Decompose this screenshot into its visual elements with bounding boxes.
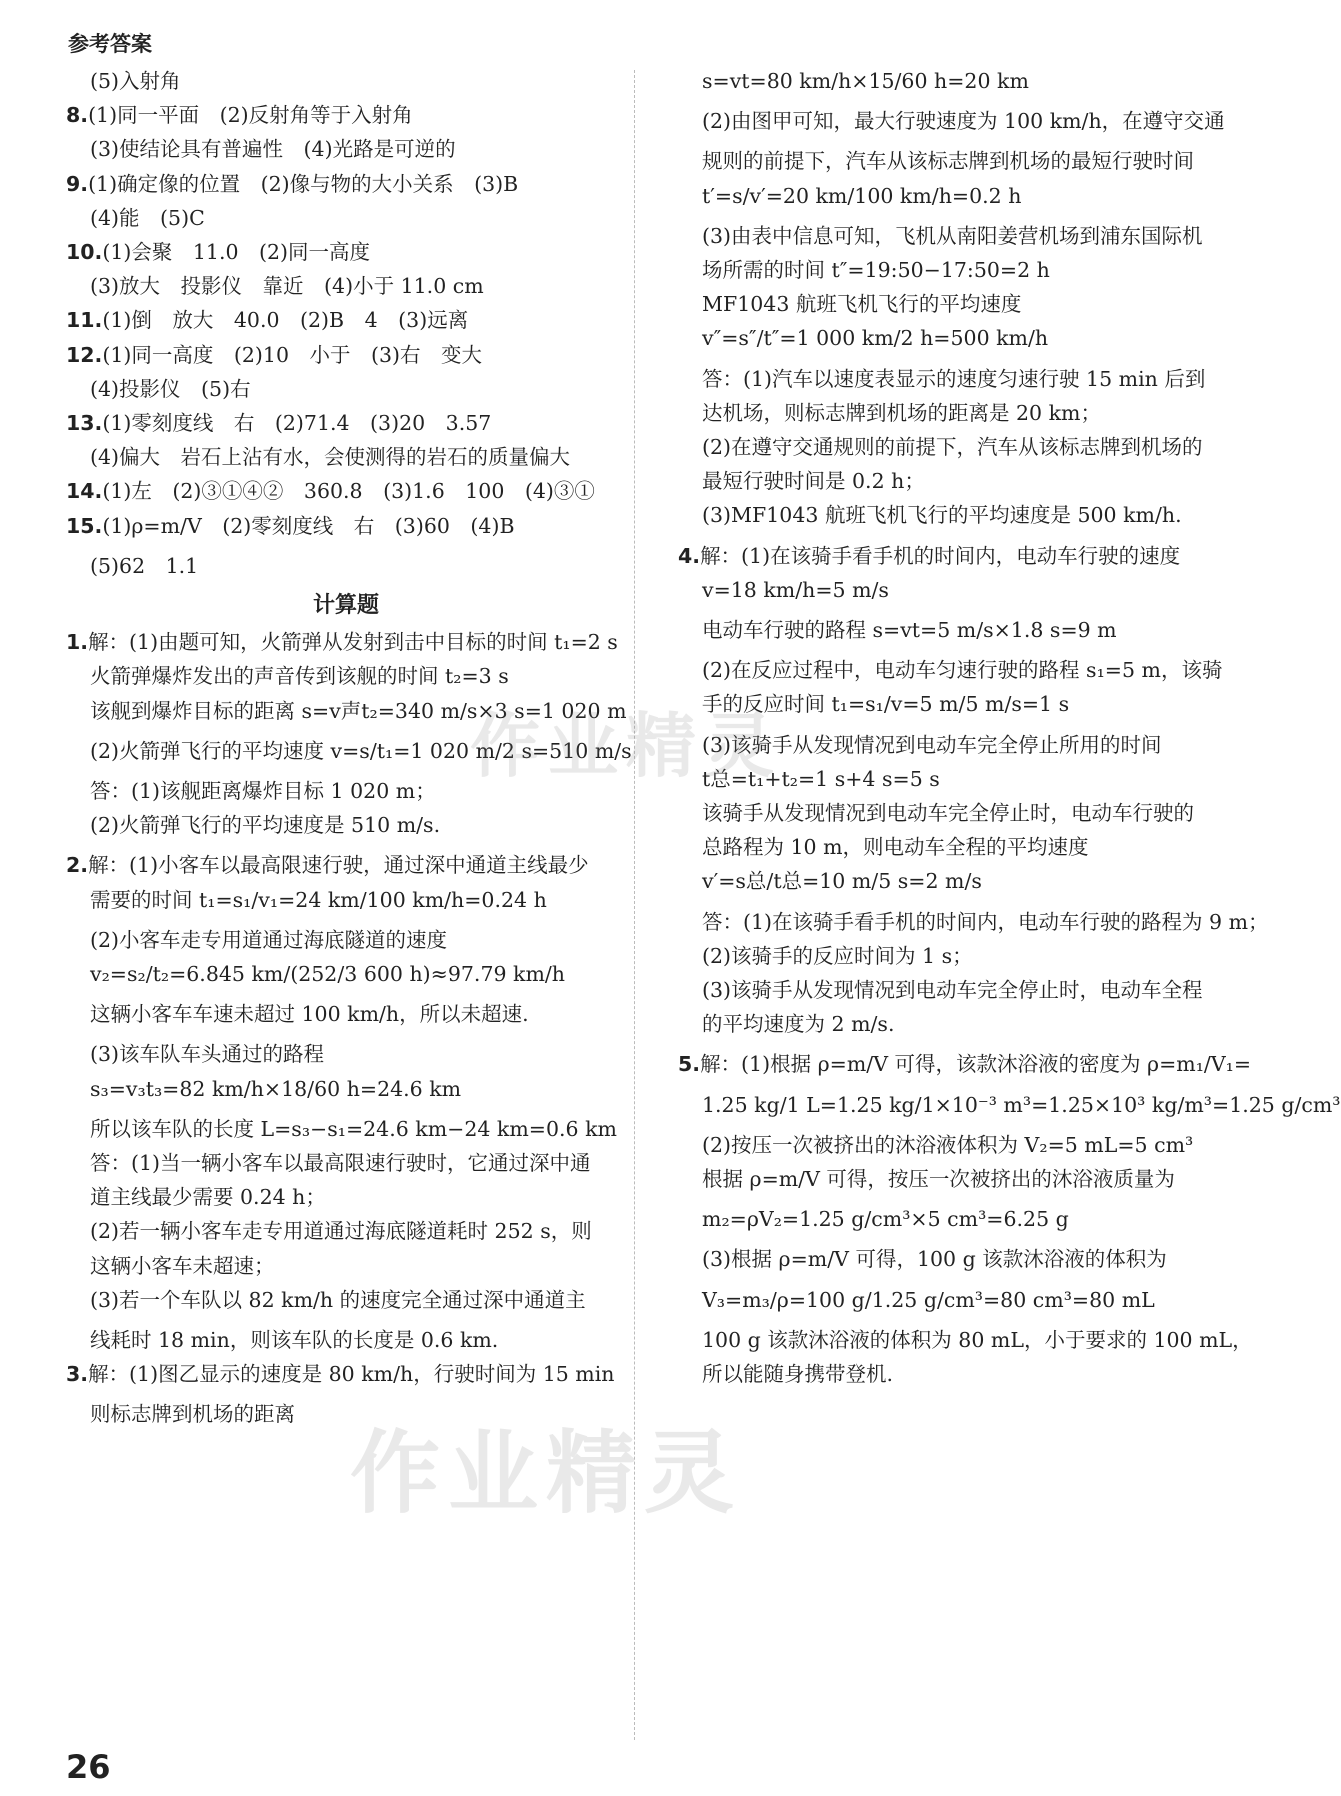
question-number: 1. <box>66 630 89 655</box>
answer-text: 答：(1)当一辆小客车以最高限速行驶时，它通过深中通 <box>90 1151 591 1175</box>
answer-text: (2)该骑手的反应时间为 1 s； <box>702 943 973 968</box>
answer-text: (2)由图甲可知，最大行驶速度为 100 km/h，在遵守交通 <box>702 109 1225 134</box>
answer-line <box>66 305 468 335</box>
answer-line <box>66 1074 461 1104</box>
answer-line <box>678 1009 894 1039</box>
answer-text: 总路程为 10 m，则电动车全程的平均速度 <box>702 835 1089 860</box>
answer-line <box>66 511 515 541</box>
answer-text: 该骑手从发现情况到电动车完全停止时，电动车行驶的 <box>702 801 1194 825</box>
answer-line <box>678 798 1194 828</box>
answer-line <box>678 866 982 896</box>
answer-line <box>66 1399 295 1429</box>
answer-text: 解：(1)图乙显示的速度是 80 km/h，行驶时间为 15 min <box>88 1362 615 1387</box>
answer-text: t总=t₁+t₂=1 s+4 s=5 s <box>702 766 940 791</box>
answer-line <box>678 181 1021 211</box>
answer-line <box>678 1285 1155 1315</box>
answer-text: (3)使结论具有普遍性 (4)光路是可逆的 <box>90 137 456 162</box>
answer-text: (5)入射角 <box>90 69 181 93</box>
answer-line <box>678 364 1205 394</box>
answer-text: (4)投影仪 (5)右 <box>90 376 251 401</box>
answer-line <box>66 925 447 955</box>
answer-text: s=vt=80 km/h×15/60 h=20 km <box>702 69 1029 93</box>
answer-line <box>678 1164 1175 1194</box>
watermark-lower: 作业精灵 <box>350 1421 742 1526</box>
question-number: 5. <box>678 1052 701 1077</box>
question-number: 11. <box>66 308 103 333</box>
question-number: 13. <box>66 411 103 435</box>
answer-text: v₂=s₂/t₂=6.845 km/(252/3 600 h)≈97.79 km/h <box>90 962 566 986</box>
answer-text: MF1043 航班飞机飞行的平均速度 <box>702 292 1022 317</box>
answer-line <box>678 106 1225 136</box>
answer-text: 线耗时 18 min，则该车队的长度是 0.6 km. <box>90 1328 499 1352</box>
answer-text: (2)若一辆小客车走专用道通过海底隧道耗时 252 s，则 <box>90 1219 592 1244</box>
answer-line <box>678 289 1021 319</box>
answer-line <box>678 466 925 496</box>
answer-line <box>678 907 1269 937</box>
answer-line <box>66 1148 591 1178</box>
answer-line <box>678 221 1203 251</box>
answer-text: (3)由表中信息可知，飞机从南阳姜营机场到浦东国际机 <box>702 223 1203 248</box>
answer-text: 所以该车队的长度 L=s₃−s₁=24.6 km−24 km=0.6 km <box>90 1116 617 1141</box>
answer-text: 道主线最少需要 0.24 h； <box>90 1185 326 1210</box>
answer-text: 答：(1)汽车以速度表显示的速度匀速行驶 15 min 后到 <box>702 366 1206 391</box>
answer-line <box>678 432 1203 462</box>
question-number: 14. <box>66 479 103 504</box>
answer-text: 最短行驶时间是 0.2 h； <box>702 469 925 494</box>
answer-text: (3)放大 投影仪 靠近 (4)小于 11.0 cm <box>90 274 484 299</box>
answer-line <box>678 1090 1341 1120</box>
answer-line <box>66 1216 592 1246</box>
answer-line <box>678 398 1101 428</box>
answer-line <box>66 203 205 233</box>
answer-line <box>678 655 1222 685</box>
answer-text: (2)在遵守交通规则的前提下，汽车从该标志牌到机场的 <box>702 435 1203 459</box>
answer-line <box>678 975 1203 1005</box>
answer-line <box>66 1114 617 1144</box>
answer-text: (1)左 (2)③①④② 360.8 (3)1.6 100 (4)③① <box>102 479 595 504</box>
answer-line <box>678 615 1117 645</box>
answer-line <box>678 730 1162 760</box>
answer-text: 解：(1)根据 ρ=m/V 可得，该款沐浴液的密度为 ρ=m₁/V₁= <box>700 1052 1252 1077</box>
answer-line <box>678 575 889 605</box>
question-number: 10. <box>66 240 103 264</box>
answer-line <box>678 146 1194 176</box>
answer-text: 达机场，则标志牌到机场的距离是 20 km； <box>702 400 1101 425</box>
answer-text: (3)该骑手从发现情况到电动车完全停止时，电动车全程 <box>702 978 1203 1002</box>
answer-line <box>66 810 440 840</box>
answer-text: 这辆小客车未超速； <box>90 1253 275 1278</box>
question-number: 9. <box>66 171 89 196</box>
answer-text: 答：(1)该舰距离爆炸目标 1 020 m； <box>90 779 436 803</box>
column-divider <box>634 70 635 1740</box>
answer-line <box>66 885 547 915</box>
answer-line <box>66 1251 275 1281</box>
answer-line <box>66 476 595 506</box>
answer-text: (1)零刻度线 右 (2)71.4 (3)20 3.57 <box>102 411 492 435</box>
answer-line <box>678 66 1029 96</box>
answer-text: 火箭弹爆炸发出的声音传到该舰的时间 t₂=3 s <box>90 664 509 689</box>
answer-line <box>66 959 565 989</box>
answer-line <box>678 1244 1167 1274</box>
answer-line <box>66 408 491 438</box>
answer-text: 电动车行驶的路程 s=vt=5 m/s×1.8 s=9 m <box>702 618 1117 642</box>
question-number: 3. <box>66 1362 89 1387</box>
answer-text: (3)该车队车头通过的路程 <box>90 1042 325 1067</box>
answer-line <box>66 100 413 130</box>
answer-line <box>678 1130 1193 1160</box>
answer-line <box>66 736 632 766</box>
answer-text: (2)在反应过程中，电动车匀速行驶的路程 s₁=5 m，该骑 <box>702 658 1223 683</box>
answer-text: m₂=ρV₂=1.25 g/cm³×5 cm³=6.25 g <box>702 1207 1069 1232</box>
answer-text: (3)MF1043 航班飞机飞行的平均速度是 500 km/h. <box>702 503 1182 528</box>
answer-line <box>66 1182 326 1212</box>
answer-line <box>678 541 1180 571</box>
answer-text: 解：(1)小客车以最高限速行驶，通过深中通道主线最少 <box>88 853 589 878</box>
answer-line <box>66 1325 498 1355</box>
answer-text: 需要的时间 t₁=s₁/v₁=24 km/100 km/h=0.24 h <box>90 887 547 912</box>
answer-line <box>678 1325 1253 1355</box>
answer-text: 该舰到爆炸目标的距离 s=v声t₂=340 m/s×3 s=1 020 m <box>90 698 627 723</box>
answer-line <box>678 255 1050 285</box>
answer-text: 解：(1)在该骑手看手机的时间内，电动车行驶的速度 <box>700 543 1181 568</box>
answer-text: 这辆小客车车速未超过 100 km/h，所以未超速. <box>90 1002 529 1027</box>
answer-text: 100 g 该款沐浴液的体积为 80 mL，小于要求的 100 mL， <box>702 1327 1253 1352</box>
answer-text: 解：(1)由题可知，火箭弹从发射到击中目标的时间 t₁=2 s <box>88 630 618 655</box>
page-number: 26 <box>66 1748 111 1786</box>
answer-line <box>678 689 1069 719</box>
answer-line <box>678 1359 893 1389</box>
section-title: 计算题 <box>312 593 379 618</box>
answer-text: 手的反应时间 t₁=s₁/v=5 m/5 m/s=1 s <box>702 692 1070 717</box>
answer-text: 答：(1)在该骑手看手机的时间内，电动车行驶的路程为 9 m； <box>702 909 1269 934</box>
answer-text: (2)火箭弹飞行的平均速度 v=s/t₁=1 020 m/2 s=510 m/s <box>90 738 632 763</box>
answer-text: (1)同一高度 (2)10 小于 (3)右 变大 <box>102 342 483 367</box>
answer-text: (4)能 (5)C <box>90 205 205 230</box>
answer-line <box>678 500 1182 530</box>
answer-text: v′=s总/t总=10 m/5 s=2 m/s <box>702 869 982 894</box>
answer-text: v″=s″/t″=1 000 km/2 h=500 km/h <box>702 326 1049 351</box>
answer-text: V₃=m₃/ρ=100 g/1.25 g/cm³=80 cm³=80 mL <box>702 1287 1155 1312</box>
answer-line <box>66 776 436 806</box>
answer-line <box>66 696 627 726</box>
question-number: 4. <box>678 543 701 568</box>
answer-line <box>66 374 251 404</box>
answer-text: (1)同一平面 (2)反射角等于入射角 <box>88 103 413 128</box>
answer-text: (2)按压一次被挤出的沐浴液体积为 V₂=5 mL=5 cm³ <box>702 1132 1194 1157</box>
answer-line <box>678 1049 1251 1079</box>
watermark-upper: 作业精灵 <box>470 705 782 787</box>
answer-line <box>66 134 456 164</box>
answer-text: t′=s/v′=20 km/100 km/h=0.2 h <box>702 183 1022 208</box>
answer-text: 规则的前提下，汽车从该标志牌到机场的最短行驶时间 <box>702 149 1194 174</box>
answer-text: 的平均速度为 2 m/s. <box>702 1012 895 1037</box>
answer-line <box>66 661 509 691</box>
answer-text: s₃=v₃t₃=82 km/h×18/60 h=24.6 km <box>90 1076 462 1101</box>
answer-text: v=18 km/h=5 m/s <box>702 577 889 602</box>
answer-line <box>66 627 618 657</box>
question-number: 12. <box>66 342 103 367</box>
answer-line <box>66 551 198 581</box>
answer-line <box>66 66 181 96</box>
answer-text: 1.25 kg/1 L=1.25 kg/1×10⁻³ m³=1.25×10³ kg/m³=1.25 g/cm³ <box>702 1092 1341 1117</box>
answer-line <box>66 271 484 301</box>
answer-text: (5)62 1.1 <box>90 553 199 578</box>
answer-line <box>66 1285 586 1315</box>
answer-text: (3)若一个车队以 82 km/h 的速度完全通过深中通道主 <box>90 1287 586 1312</box>
answer-line <box>66 169 518 199</box>
answer-text: (2)火箭弹飞行的平均速度是 510 m/s. <box>90 813 441 838</box>
answer-line <box>66 442 570 472</box>
answer-line <box>678 323 1048 353</box>
answer-line <box>678 764 940 794</box>
answer-text: 根据 ρ=m/V 可得，按压一次被挤出的沐浴液质量为 <box>702 1167 1175 1191</box>
answer-line <box>66 340 482 370</box>
answer-line <box>66 999 529 1029</box>
answer-text: 场所需的时间 t″=19:50−17:50=2 h <box>702 258 1050 282</box>
answer-text: (2)小客车走专用道通过海底隧道的速度 <box>90 927 448 952</box>
answer-line <box>678 941 973 971</box>
answer-line <box>678 832 1089 862</box>
answer-line <box>66 237 370 267</box>
answer-text: (4)偏大 岩石上沾有水，会使测得的岩石的质量偏大 <box>90 445 571 470</box>
answer-text: (3)根据 ρ=m/V 可得，100 g 该款沐浴液的体积为 <box>702 1247 1167 1272</box>
answer-text: (1)倒 放大 40.0 (2)B 4 (3)远离 <box>102 308 469 333</box>
question-number: 8. <box>66 103 89 128</box>
answer-text: 所以能随身携带登机. <box>702 1362 894 1386</box>
answer-text: 则标志牌到机场的距离 <box>90 1402 295 1427</box>
answer-line <box>678 1204 1069 1234</box>
answer-text: (1)会聚 11.0 (2)同一高度 <box>102 240 371 264</box>
answer-text: (3)该骑手从发现情况到电动车完全停止所用的时间 <box>702 732 1162 757</box>
question-number: 15. <box>66 513 103 538</box>
answer-text: (1)确定像的位置 (2)像与物的大小关系 (3)B <box>88 171 519 196</box>
question-number: 2. <box>66 853 89 878</box>
answer-text: (1)ρ=m/V (2)零刻度线 右 (3)60 (4)B <box>102 513 515 538</box>
answer-line <box>66 1359 615 1389</box>
answer-line <box>66 1039 324 1069</box>
page-header-label: 参考答案 <box>68 32 152 56</box>
answer-line <box>66 850 589 880</box>
